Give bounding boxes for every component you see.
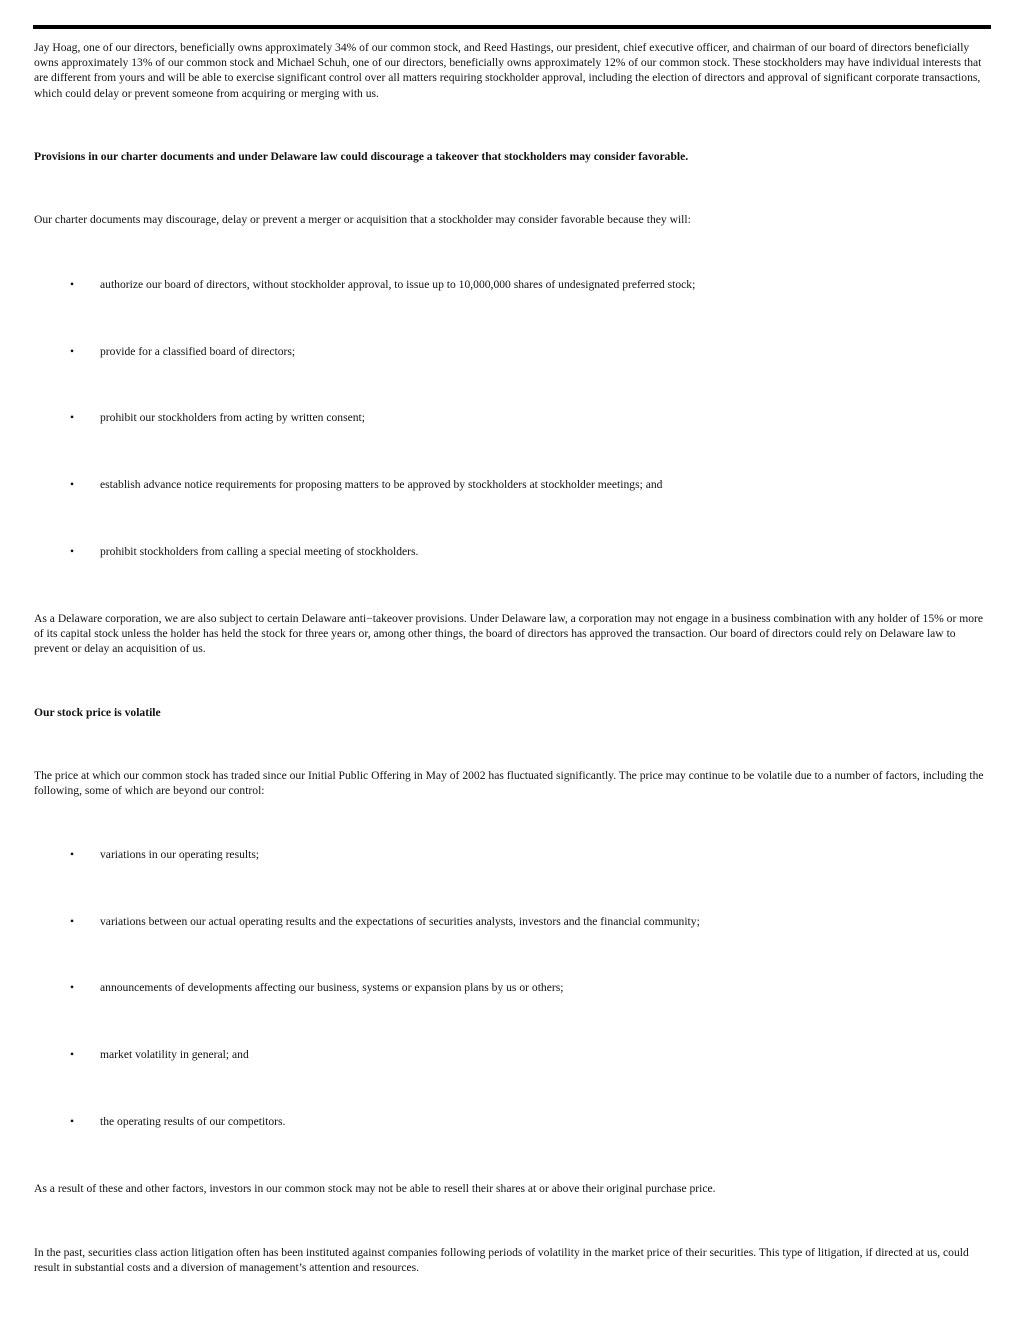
list-item [0,1114,958,1130]
list-item [0,544,958,560]
paragraph-litigation: In the past, securities class action litigation often has been instituted against companies following periods of volatility in the market price of their securities. This type of litigation, if directed at us, could result in substantial costs and a diversion of management’s attention and resources. [34,1246,969,1275]
list-item-text: market volatility in general; and [100,1048,249,1061]
list-item-text: provide for a classified board of directors; [100,345,296,358]
list-item-text: authorize our board of directors, without stockholder approval, to issue up to 10,000,000 shares of undesignated preferred stock; [100,278,696,291]
bullet-icon: • [70,345,75,358]
bullet-icon: • [70,545,75,558]
bullet-icon: • [70,478,75,491]
bullet-icon: • [70,1048,75,1061]
list-item-text: prohibit our stockholders from acting by written consent; [100,411,365,424]
bullet-icon: • [70,848,75,861]
list-item [0,477,958,493]
list-item [0,980,958,996]
heading-charter-provisions: Provisions in our charter documents and under Delaware law could discourage a takeover that stockholders may consider favorable. [34,150,689,163]
heading-stock-volatile: Our stock price is volatile [34,706,161,719]
list-item [0,277,958,293]
list-item-text: establish advance notice requirements for proposing matters to be approved by stockholders at stockholder meetings; and [100,478,663,491]
list-item-text: variations in our operating results; [100,848,260,861]
paragraph-delaware-law: As a Delaware corporation, we are also subject to certain Delaware anti−takeover provisions. Under Delaware law, a corporation may not engage in a business combination with any holder of 15% or more of its capital stock unless the holder has held the stock for three years or, among other things, the board of directors has approved the transaction. Our board of directors could rely on Delaware law to prevent or delay an acquisition of us. [34,612,984,656]
list-item [0,847,958,863]
paragraph-ownership: Jay Hoag, one of our directors, beneficially owns approximately 34% of our common stock, and Reed Hastings, our president, chief executive officer, and chairman of our board of directors beneficially owns approximately 13% of our common stock and Michael Schuh, one of our directors, beneficially owns approximately 12% of our common stock. These stockholders may have individual interests that are different from yours and will be able to exercise significant control over all matters requiring stockholder approval, including the election of directors and approval of significant corporate transactions, which could delay or prevent someone from acquiring or merging with us. [34,41,982,100]
list-item-text: variations between our actual operating results and the expectations of securities analysts, investors and the financial community; [100,915,700,928]
paragraph-resale: As a result of these and other factors, investors in our common stock may not be able to resell their shares at or above their original purchase price. [34,1182,716,1195]
list-item-text: announcements of developments affecting our business, systems or expansion plans by us or others; [100,981,564,994]
bullet-icon: • [70,915,75,928]
list-item-text: the operating results of our competitors. [100,1115,286,1128]
bullet-icon: • [70,981,75,994]
list-item [0,344,958,360]
list-item [0,410,958,426]
bullet-icon: • [70,1115,75,1128]
list-item-text: prohibit stockholders from calling a special meeting of stockholders. [100,545,419,558]
list-item [0,914,958,930]
top-rule [33,25,991,29]
bullet-icon: • [70,411,75,424]
list-item [0,1047,958,1063]
paragraph-charter-intro: Our charter documents may discourage, delay or prevent a merger or acquisition that a stockholder may consider favorable because they will: [34,213,691,226]
bullet-icon: • [70,278,75,291]
paragraph-price-volatility: The price at which our common stock has traded since our Initial Public Offering in May of 2002 has fluctuated significantly. The price may continue to be volatile due to a number of factors, including the following, some of which are beyond our control: [34,769,984,798]
